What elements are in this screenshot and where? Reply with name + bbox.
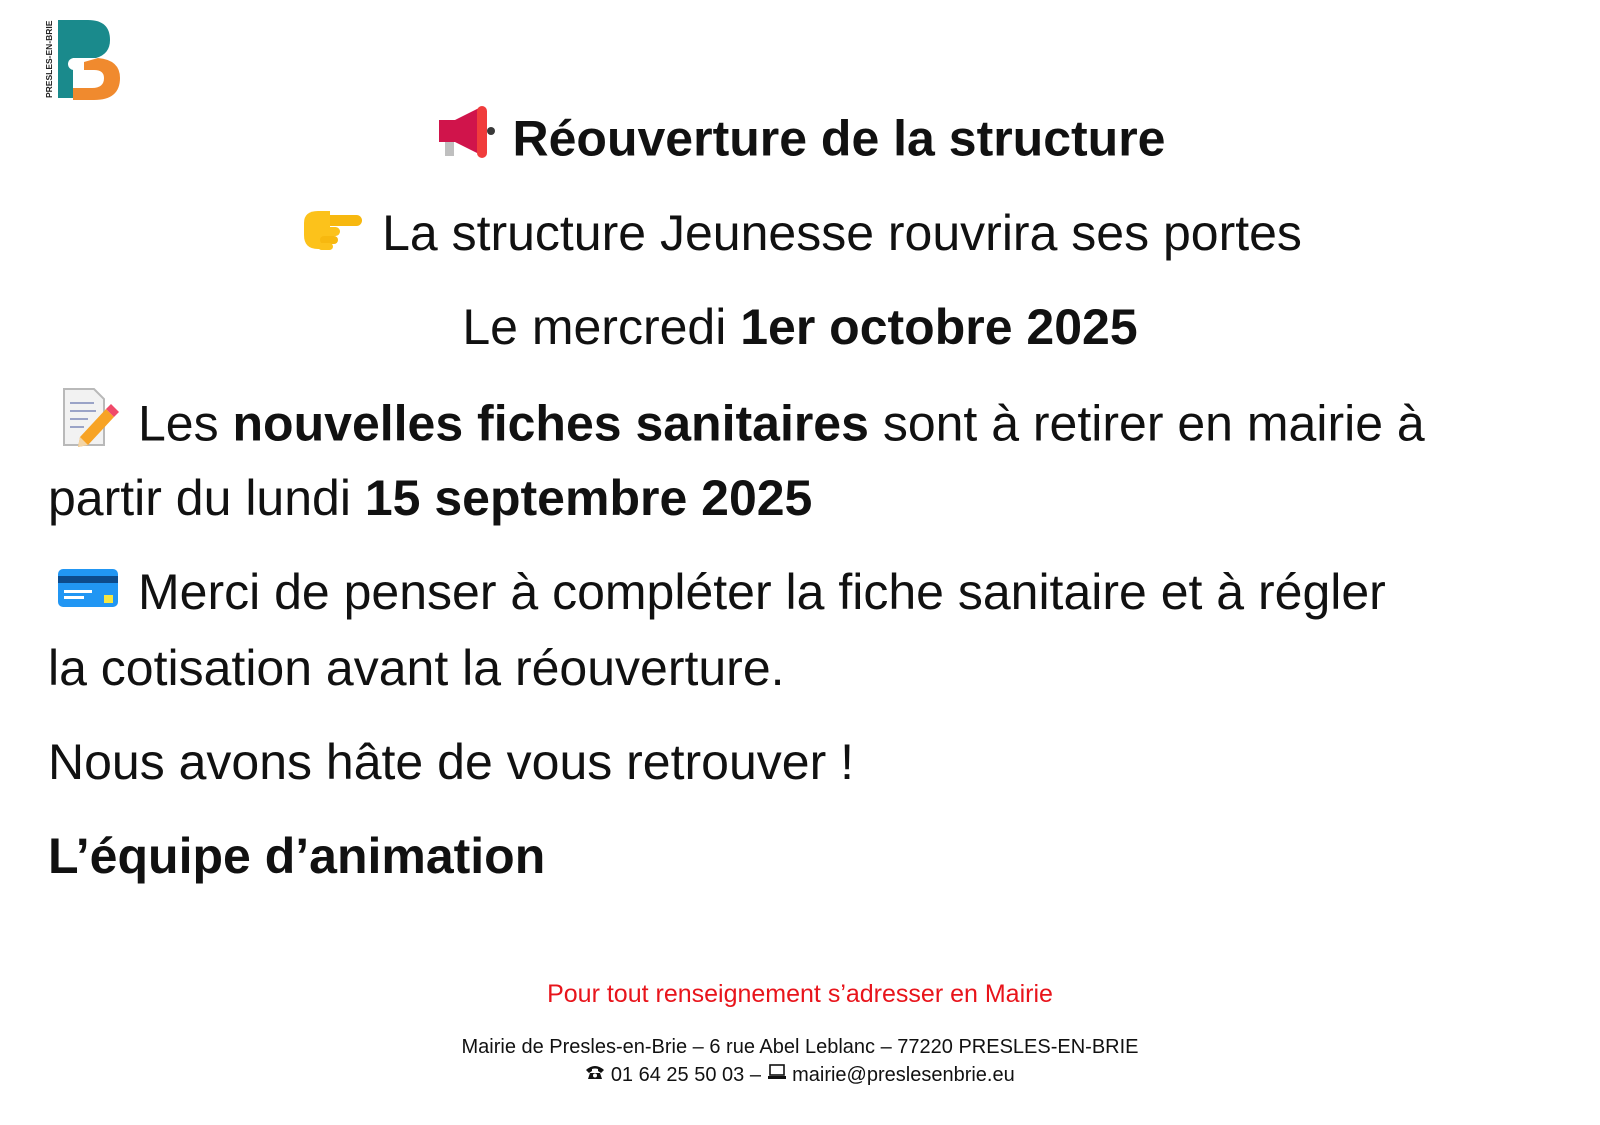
email-address: mairie@preslesenbrie.eu (792, 1064, 1015, 1086)
health-suffix: sont à retirer en mairie à (868, 395, 1425, 452)
contact-line (0, 1061, 1600, 1090)
computer-icon (767, 1060, 787, 1088)
megaphone-icon (435, 104, 495, 173)
payment-line1-text: Merci de penser à compléter la fiche sanitaire et à régler (138, 564, 1386, 620)
payment-line-1 (48, 562, 1568, 626)
contact-separator: – (744, 1064, 767, 1086)
health-forms-line-2 (48, 468, 1568, 528)
health-line2-prefix: partir du lundi (48, 470, 365, 526)
town-logo (44, 16, 126, 104)
memo-icon (58, 387, 120, 460)
closing-line (48, 732, 1568, 792)
signature-text: L’équipe d’animation (48, 828, 546, 884)
headline-text: Réouverture de la structure (512, 110, 1166, 167)
credit-card-icon (56, 562, 120, 622)
headline (0, 108, 1600, 177)
health-forms-line-1 (48, 391, 1568, 464)
contact-note: Pour tout renseignement s’adresser en Mairie (547, 980, 1053, 1008)
phone-number: 01 64 25 50 03 (610, 1064, 745, 1086)
mairie-address: Mairie de Presles-en-Brie – 6 rue Abel Leblanc – 77220 PRESLES-EN-BRIE (461, 1036, 1139, 1058)
date-bold: 1er octobre 2025 (740, 299, 1138, 355)
closing-text: Nous avons hâte de vous retrouver ! (48, 734, 855, 790)
reopening-text: La structure Jeunesse rouvrira ses portes (382, 205, 1302, 261)
health-prefix: Les (138, 395, 233, 452)
payment-line2-text: la cotisation avant la réouverture. (48, 640, 785, 696)
logo-vertical-text: PRESLES-EN-BRIE (44, 20, 54, 98)
reopening-date (0, 297, 1600, 357)
reopening-line (0, 203, 1600, 270)
phone-icon (585, 1060, 605, 1088)
payment-line-2 (48, 638, 1568, 698)
health-bold: nouvelles fiches sanitaires (232, 395, 869, 452)
signature (48, 826, 1568, 886)
health-line2-bold: 15 septembre 2025 (364, 470, 813, 526)
date-prefix: Le mercredi (462, 299, 741, 355)
pointing-hand-icon (298, 199, 364, 266)
